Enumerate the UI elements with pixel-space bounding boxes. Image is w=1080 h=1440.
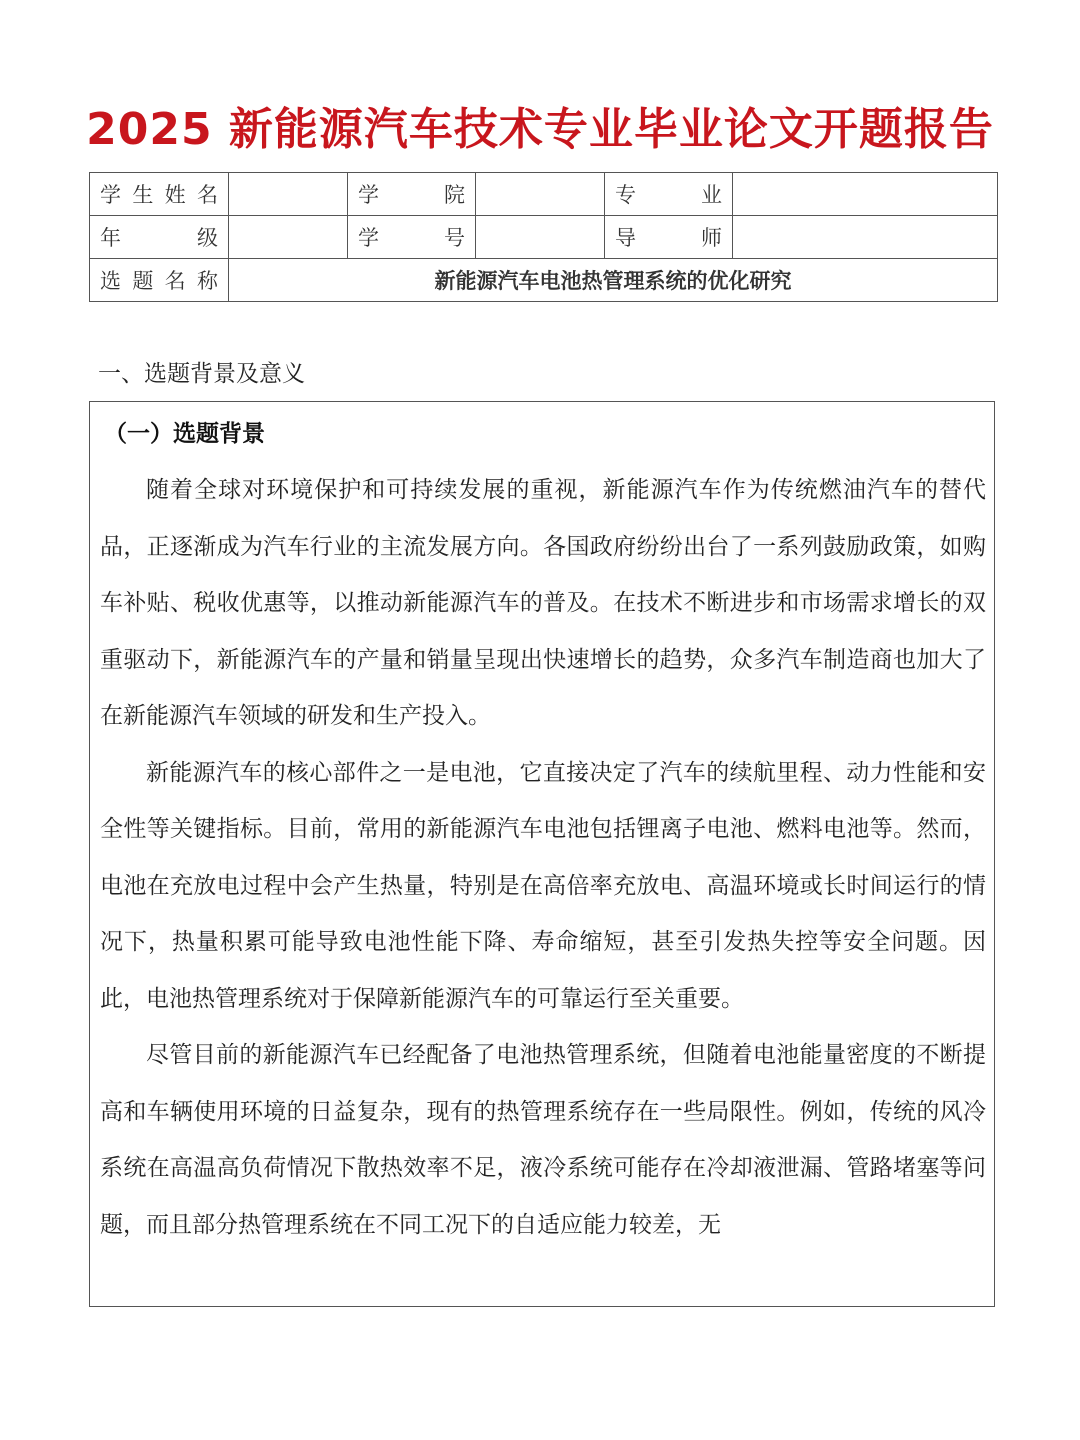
student-id-field[interactable] [476,216,605,259]
content-box [89,401,995,1307]
advisor-field[interactable] [733,216,998,259]
student-info-table [89,172,998,302]
report-title: 2025 新能源汽车技术专业毕业论文开题报告 [86,104,994,155]
major-field[interactable] [733,173,998,216]
paragraph: 新能源汽车的核心部件之一是电池，它直接决定了汽车的续航里程、动力性能和安全性等关键指标。目前，常用的新能源汽车电池包括锂离子电池、燃料电池等。然而，电池在充放电过程中会产生热量，特别是在高倍率充放电、高温环境或长时间运行的情况下，热量积累可能导致电池性能下降、寿命缩短，甚至引发热失控等安全问题。因此，电池热管理系统对于保障新能源汽车的可靠运行至关重要。 [100,759,986,1012]
college-field[interactable] [476,173,605,216]
sub-heading: （一）选题背景 [104,421,265,447]
paragraph: 随着全球对环境保护和可持续发展的重视，新能源汽车作为传统燃油汽车的替代品，正逐渐成为汽车行业的主流发展方向。各国政府纷纷出台了一系列鼓励政策，如购车补贴、税收优惠等，以推动新能源汽车的普及。在技术不断进步和市场需求增长的双重驱动下，新能源汽车的产量和销量呈现出快速增长的趋势，众多汽车制造商也加大了在新能源汽车领域的研发和生产投入。 [100,477,986,729]
paragraph: 尽管目前的新能源汽车已经配备了电池热管理系统，但随着电池能量密度的不断提高和车辆使用环境的日益复杂，现有的热管理系统存在一些局限性。例如，传统的风冷系统在高温高负荷情况下散热效率不足，液冷系统可能存在冷却液泄漏、管路堵塞等问题，而且部分热管理系统在不同工况下的自适应能力较差，无 [100,1042,986,1238]
topic-title: 新能源汽车电池热管理系统的优化研究 [229,259,998,302]
student-id-label: 学号 [348,216,476,259]
section-heading: 一、选题背景及意义 [98,361,305,387]
grade-label: 年级 [90,216,229,259]
background-paragraphs [100,462,986,1253]
college-label: 学院 [348,173,476,216]
major-label: 专业 [605,173,733,216]
info-row-topic [90,259,998,302]
student-name-label: 学生姓名 [90,173,229,216]
advisor-label: 导师 [605,216,733,259]
grade-field[interactable] [229,216,348,259]
topic-label: 选题名称 [90,259,229,302]
info-row-2 [90,216,998,259]
student-name-field[interactable] [229,173,348,216]
info-row-1 [90,173,998,216]
